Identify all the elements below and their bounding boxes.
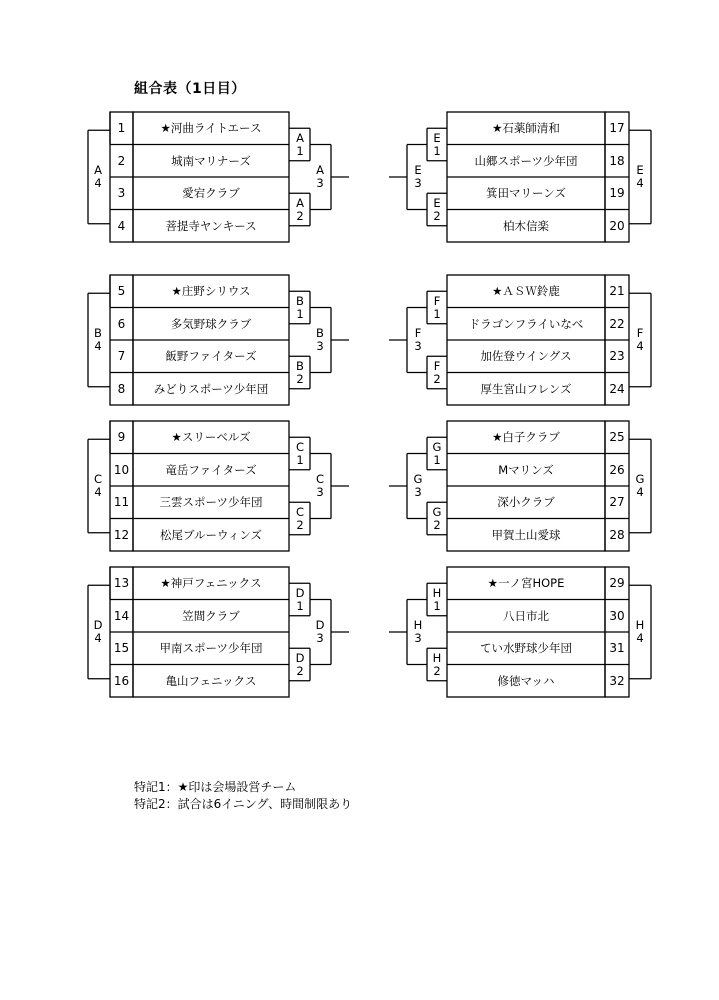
- notes: [134, 779, 352, 813]
- note-1: 特記1：★印は会場設営チーム: [134, 780, 297, 794]
- right-final-label-letter: G: [413, 472, 423, 486]
- left-bottom-label: [292, 197, 308, 223]
- right-bottom-label-letter: F: [433, 358, 441, 373]
- team-name: ★神戸フェニックス: [160, 576, 262, 591]
- left-top-label: [292, 441, 308, 467]
- team-number: 11: [113, 495, 130, 510]
- right-side-label-number: 4: [636, 631, 644, 645]
- team-number: 16: [113, 673, 130, 688]
- right-side-label: [632, 473, 648, 499]
- right-side-label-letter: E: [636, 163, 644, 177]
- team-number: 2: [117, 153, 126, 168]
- left-side-label: [90, 164, 106, 190]
- team-number: 7: [117, 349, 126, 364]
- right-bottom-label-number: 2: [433, 663, 441, 678]
- right-bottom-label-letter: E: [433, 195, 441, 210]
- team-number: 20: [609, 218, 625, 233]
- team-number: 22: [609, 316, 625, 331]
- left-bottom-label: [292, 652, 308, 678]
- team-name: 甲賀土山愛球: [491, 527, 561, 542]
- right-final-label-letter: H: [413, 618, 423, 632]
- left-bottom-label: [292, 506, 308, 532]
- page-title: 組合表（1日目）: [134, 81, 246, 97]
- bracket-group: [0, 567, 719, 699]
- team-name: 菩提寺ヤンキース: [165, 218, 257, 233]
- team-number: 24: [609, 381, 625, 396]
- left-side-label-number: 4: [94, 485, 102, 499]
- right-final-label-letter: F: [414, 326, 422, 340]
- left-top-label: [292, 295, 308, 321]
- team-name: Mマリンズ: [498, 462, 554, 477]
- left-final-label-number: 3: [316, 631, 324, 645]
- left-top-label-number: 1: [296, 143, 304, 158]
- left-final-label-number: 3: [316, 339, 324, 353]
- team-name: 亀山フェニックス: [165, 673, 257, 688]
- team-name: 多気野球クラブ: [170, 316, 252, 331]
- team-number: 17: [609, 121, 625, 136]
- right-top-label-number: 1: [433, 143, 441, 158]
- left-final-label-letter: B: [316, 326, 324, 340]
- right-top-label-letter: E: [433, 130, 441, 145]
- left-final-label-letter: D: [315, 618, 325, 632]
- right-side-label-number: 4: [636, 485, 644, 499]
- left-top-label-number: 1: [296, 306, 304, 321]
- team-number: 9: [117, 430, 126, 445]
- right-side-label: [632, 327, 648, 353]
- left-top-label-number: 1: [296, 598, 304, 613]
- right-top-label-letter: H: [432, 585, 442, 600]
- team-name: ★石薬師清和: [492, 121, 560, 136]
- right-bottom-label-number: 2: [433, 371, 441, 386]
- left-bottom-label-letter: C: [295, 504, 305, 519]
- team-name: 笠間クラブ: [182, 608, 240, 623]
- right-top-label: [429, 441, 445, 467]
- team-name: 柏木信楽: [503, 218, 549, 233]
- left-bottom-label-number: 2: [296, 663, 304, 678]
- team-name: 城南マリナーズ: [171, 153, 251, 168]
- note-2: 特記2：試合は6イニング、時間制限あり: [134, 797, 353, 811]
- left-side-label-letter: A: [94, 163, 102, 177]
- team-name: みどりスポーツ少年団: [153, 381, 269, 396]
- team-number: 27: [609, 495, 625, 510]
- left-top-label-letter: A: [296, 130, 304, 145]
- right-side-label-letter: G: [635, 472, 645, 486]
- team-name: 修徳マッハ: [497, 673, 555, 688]
- team-name: 厚生宮山フレンズ: [480, 381, 572, 396]
- right-top-label-letter: G: [432, 439, 442, 454]
- left-final-label-number: 3: [316, 176, 324, 190]
- team-name: 飯野ファイターズ: [165, 349, 257, 364]
- right-bottom-label-letter: G: [432, 504, 442, 519]
- right-bottom-label-number: 2: [433, 517, 441, 532]
- right-final-label-letter: E: [414, 163, 422, 177]
- team-name: ★一ノ宮HOPE: [487, 576, 565, 591]
- left-bottom-label-number: 2: [296, 517, 304, 532]
- team-name: 愛宕クラブ: [182, 186, 240, 201]
- team-name: ★白子クラブ: [492, 430, 560, 445]
- team-number: 3: [117, 186, 126, 201]
- team-number: 6: [117, 316, 126, 331]
- left-side-label: [90, 473, 106, 499]
- left-final-label: [312, 327, 328, 353]
- team-number: 28: [609, 527, 625, 542]
- team-number: 32: [609, 673, 625, 688]
- left-top-label-letter: B: [296, 293, 304, 308]
- right-top-label: [429, 132, 445, 158]
- right-final-label: [410, 327, 426, 353]
- right-top-label-number: 1: [433, 598, 441, 613]
- team-number: 30: [609, 608, 625, 623]
- left-final-label: [312, 473, 328, 499]
- left-final-label-number: 3: [316, 485, 324, 499]
- right-bottom-label-letter: H: [432, 650, 442, 665]
- left-top-label-letter: C: [295, 439, 305, 454]
- team-number: 14: [113, 608, 130, 623]
- team-name: 箕田マリーンズ: [486, 186, 566, 201]
- left-top-label: [292, 587, 308, 613]
- left-side-label-number: 4: [94, 339, 102, 353]
- right-top-label-number: 1: [433, 452, 441, 467]
- team-number: 19: [609, 186, 625, 201]
- team-number: 15: [113, 641, 130, 656]
- team-name: 八日市北: [503, 608, 549, 623]
- team-name: 三雲スポーツ少年団: [159, 495, 263, 510]
- team-name: ★スリーベルズ: [171, 430, 251, 445]
- left-final-label: [312, 619, 328, 645]
- team-name: ★ＡＳＷ鈴鹿: [492, 284, 560, 299]
- team-number: 31: [609, 641, 625, 656]
- right-side-label-number: 4: [636, 339, 644, 353]
- left-side-label: [90, 619, 106, 645]
- left-top-label: [292, 132, 308, 158]
- team-name: ★庄野シリウス: [171, 284, 251, 299]
- right-top-label: [429, 587, 445, 613]
- right-bottom-label-number: 2: [433, 208, 441, 223]
- left-final-label-letter: A: [316, 163, 324, 177]
- team-number: 18: [609, 153, 625, 168]
- right-top-label-letter: F: [433, 293, 441, 308]
- team-name: 深小クラブ: [497, 495, 555, 510]
- left-top-label-number: 1: [296, 452, 304, 467]
- right-top-label: [429, 295, 445, 321]
- left-final-label-letter: C: [315, 472, 325, 486]
- team-name: 松尾ブルーウィンズ: [159, 527, 262, 542]
- left-side-label: [90, 327, 106, 353]
- team-number: 13: [113, 576, 130, 591]
- team-name: ★河曲ライトエース: [160, 121, 262, 136]
- right-final-label-number: 3: [414, 631, 422, 645]
- team-number: 21: [609, 284, 625, 299]
- left-side-label-letter: D: [93, 618, 103, 632]
- right-bottom-label: [429, 360, 445, 386]
- right-side-label-number: 4: [636, 176, 644, 190]
- team-name: 竜岳ファイターズ: [165, 462, 257, 477]
- left-side-label-letter: C: [93, 472, 103, 486]
- right-side-label: [632, 164, 648, 190]
- team-number: 4: [117, 218, 126, 233]
- team-name: 加佐登ウイングス: [480, 349, 572, 364]
- right-side-label: [632, 619, 648, 645]
- team-number: 1: [117, 121, 126, 136]
- right-final-label-number: 3: [414, 176, 422, 190]
- team-name: てい水野球少年団: [480, 641, 572, 656]
- left-top-label-letter: D: [295, 585, 305, 600]
- left-final-label: [312, 164, 328, 190]
- left-side-label-number: 4: [94, 631, 102, 645]
- right-final-label-number: 3: [414, 339, 422, 353]
- left-bottom-label-number: 2: [296, 208, 304, 223]
- left-side-label-number: 4: [94, 176, 102, 190]
- bracket-group: [0, 421, 719, 553]
- right-final-label: [410, 619, 426, 645]
- team-number: 12: [113, 527, 130, 542]
- team-name: 山郷スポーツ少年団: [474, 153, 578, 168]
- team-name: 甲南スポーツ少年団: [159, 641, 263, 656]
- right-bottom-label: [429, 506, 445, 532]
- team-number: 26: [609, 462, 625, 477]
- team-number: 8: [117, 381, 126, 396]
- left-bottom-label-letter: A: [296, 195, 304, 210]
- left-bottom-label: [292, 360, 308, 386]
- team-name: ドラゴンフライいなべ: [468, 316, 584, 331]
- right-side-label-letter: F: [636, 326, 644, 340]
- right-side-label-letter: H: [635, 618, 645, 632]
- bracket-group: [0, 112, 719, 244]
- right-final-label: [410, 473, 426, 499]
- team-number: 23: [609, 349, 625, 364]
- bracket-group: [0, 275, 719, 407]
- team-number: 5: [117, 284, 126, 299]
- right-bottom-label: [429, 652, 445, 678]
- left-bottom-label-number: 2: [296, 371, 304, 386]
- right-bottom-label: [429, 197, 445, 223]
- team-number: 29: [609, 576, 625, 591]
- left-side-label-letter: B: [94, 326, 102, 340]
- team-number: 25: [609, 430, 625, 445]
- left-bottom-label-letter: B: [296, 358, 304, 373]
- right-top-label-number: 1: [433, 306, 441, 321]
- team-number: 10: [113, 462, 130, 477]
- right-final-label-number: 3: [414, 485, 422, 499]
- right-final-label: [410, 164, 426, 190]
- left-bottom-label-letter: D: [295, 650, 305, 665]
